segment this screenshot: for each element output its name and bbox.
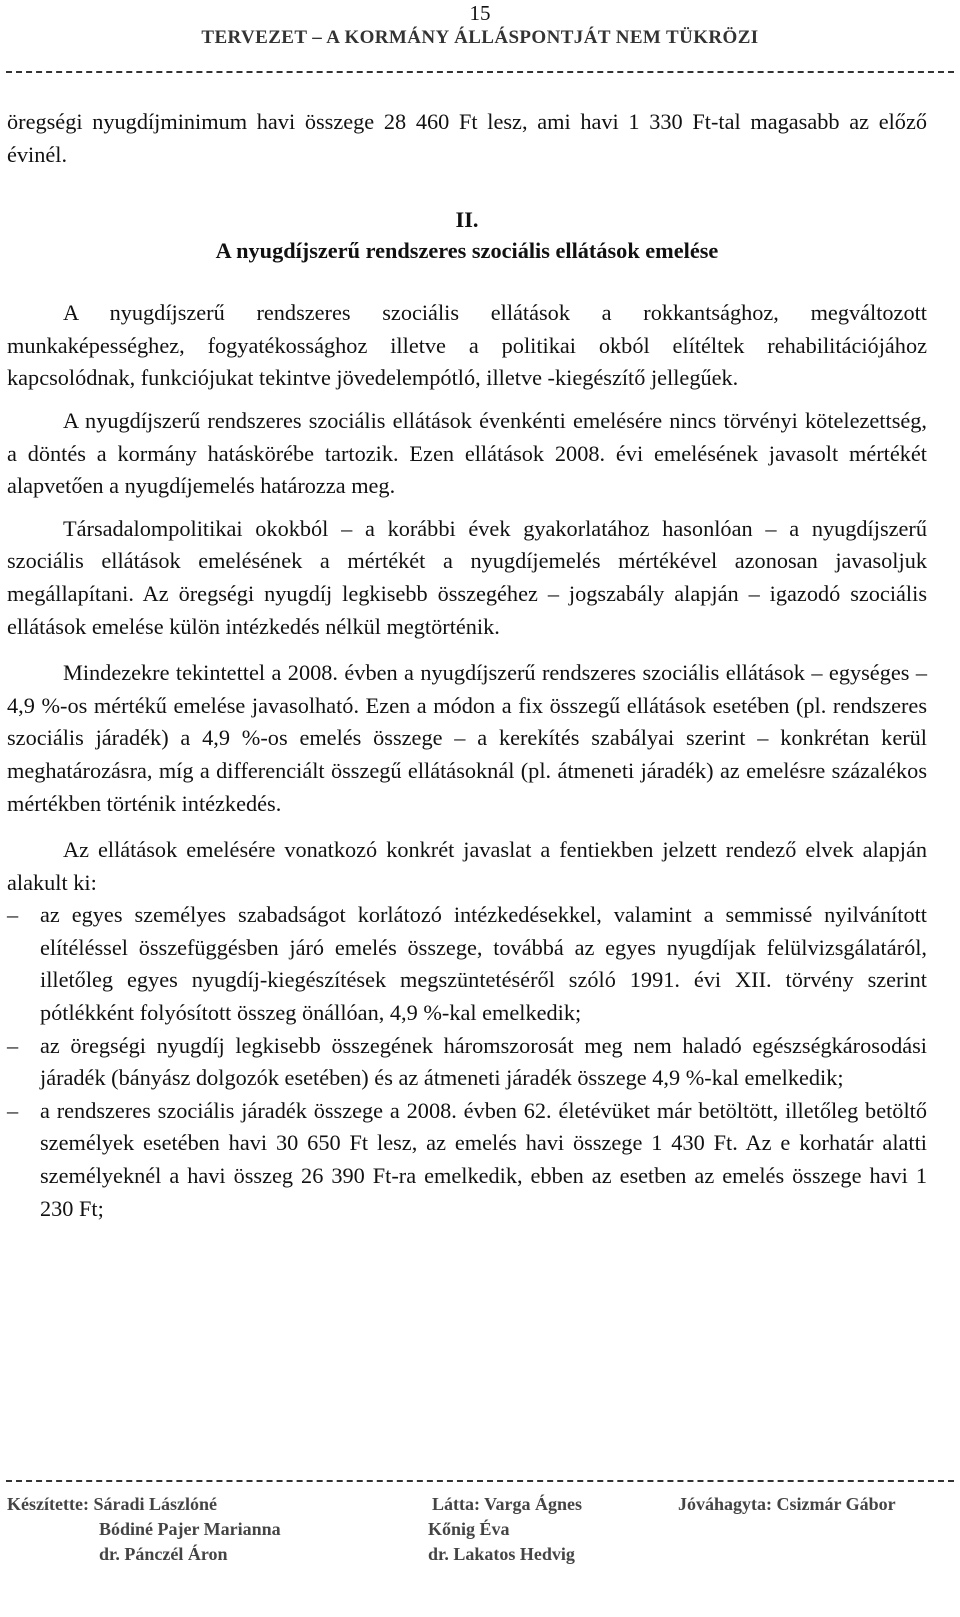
prepared-by-line: dr. Pánczél Áron [99,1544,228,1564]
draft-notice: TERVEZET – A KORMÁNY ÁLLÁSPONTJÁT NEM TÜKRÖZI [201,27,759,48]
seen-by-line: Kőnig Éva [428,1519,510,1539]
list-item-text: a rendszeres szociális járadék összege a 2008. évben 62. életévüket már betöltött, illetőleg betöltő személyek esetében havi 30 650 Ft lesz, az emelés havi összege 1 430 Ft. Az e korhatár alatti személyeknél a havi összeg 26 390 Ft-ra emelkedik, ebben az esetben az emelés összege havi 1 230 Ft; [40,1097,927,1221]
prepared-by-line: Készítette: Sáradi Lászlóné [7,1494,217,1514]
list-item-text: az öregségi nyugdíj legkisebb összegének háromszorosát meg nem haladó egészségkárosodási járadék (bányász dolgozók esetében) és az átmeneti járadék összege 4,9 %-kal emelkedik; [40,1032,927,1091]
list-item [7,899,927,1029]
page-number: 15 [469,1,491,25]
seen-by-column [428,1492,583,1567]
section-title: A nyugdíjszerű rendszeres szociális ellátások emelése [215,238,719,264]
document-body [7,106,927,1225]
prepared-by-line: Bódiné Pajer Marianna [99,1519,281,1539]
seen-by-line: Látta: Varga Ágnes [432,1494,583,1514]
paragraph: A nyugdíjszerű rendszeres szociális ellátások a rokkantsághoz, megváltozott munkaképességhez, fogyatékossághoz illetve a politikai okból elítéltek rehabilitációjához kapcsolódnak, funkciójukat tekintve jövedelempótló, illetve -kiegészítő jellegűek. [7,300,927,391]
bullet-list [7,899,927,1225]
approved-by-column [678,1492,896,1517]
seen-by-line: dr. Lakatos Hedvig [428,1544,575,1564]
dash-bullet: – [7,902,19,928]
footer-divider [6,1480,954,1482]
paragraph: Az ellátások emelésére vonatkozó konkrét javaslat a fentiekben jelzett rendező elvek alapján alakult ki: [7,837,927,895]
dash-bullet: – [7,1097,19,1123]
prepared-by-column [7,1492,281,1567]
list-item-text: az egyes személyes szabadságot korlátozó intézkedésekkel, valamint a semmissé nyilvánított elítéléssel összefüggésben járó emelés összege, továbbá az egyes nyugdíjak felülvizsgálatáról, illetőleg egyes nyugdíj-kiegészítések megszüntetéséről szóló 1991. évi XII. törvény szerint pótlékként folyósított összeg önállóan, 4,9 %-kal emelkedik; [40,902,927,1026]
paragraph: Társadalompolitikai okokból – a korábbi évek gyakorlatához hasonlóan – a nyugdíjszerű szociális ellátások emelésének a mértékét a nyugdíjemelés mértékével azonosan javasoljuk megállapítani. Az öregségi nyugdíj legkisebb összegéhez – jogszabály alapján – igazodó szociális ellátások emelése külön intézkedés nélkül megtörténik. [7,515,927,639]
paragraph: Mindezekre tekintettel a 2008. évben a nyugdíjszerű rendszeres szociális ellátások – egységes – 4,9 %-os mértékű emelése javasolható. Ezen a módon a fix összegű ellátások esetében (pl. rendszeres szociális járadék) a 4,9 %-os emelés összege – a kerekítés szabályai szerint – konkrétan kerül meghatározásra, míg a differenciált összegű ellátásoknál (pl. átmeneti járadék) az emelésre százalékos mértékben történik intézkedés. [7,660,927,816]
section-number: II. [455,207,479,233]
list-item [7,1095,927,1225]
paragraph: A nyugdíjszerű rendszeres szociális ellátások évenkénti emelésére nincs törvényi kötelezettség, a döntés a kormány hatáskörébe tartozik. Ezen ellátások 2008. évi emelésének javasolt mértékét alapvetően a nyugdíjemelés határozza meg. [7,407,927,499]
dash-bullet: – [7,1032,19,1058]
list-item [7,1030,927,1095]
header-divider [6,71,954,73]
intro-paragraph: öregségi nyugdíjminimum havi összege 28 460 Ft lesz, ami havi 1 330 Ft-tal magasabb az előző évinél. [7,109,927,167]
approved-by-line: Jóváhagyta: Csizmár Gábor [678,1494,896,1514]
